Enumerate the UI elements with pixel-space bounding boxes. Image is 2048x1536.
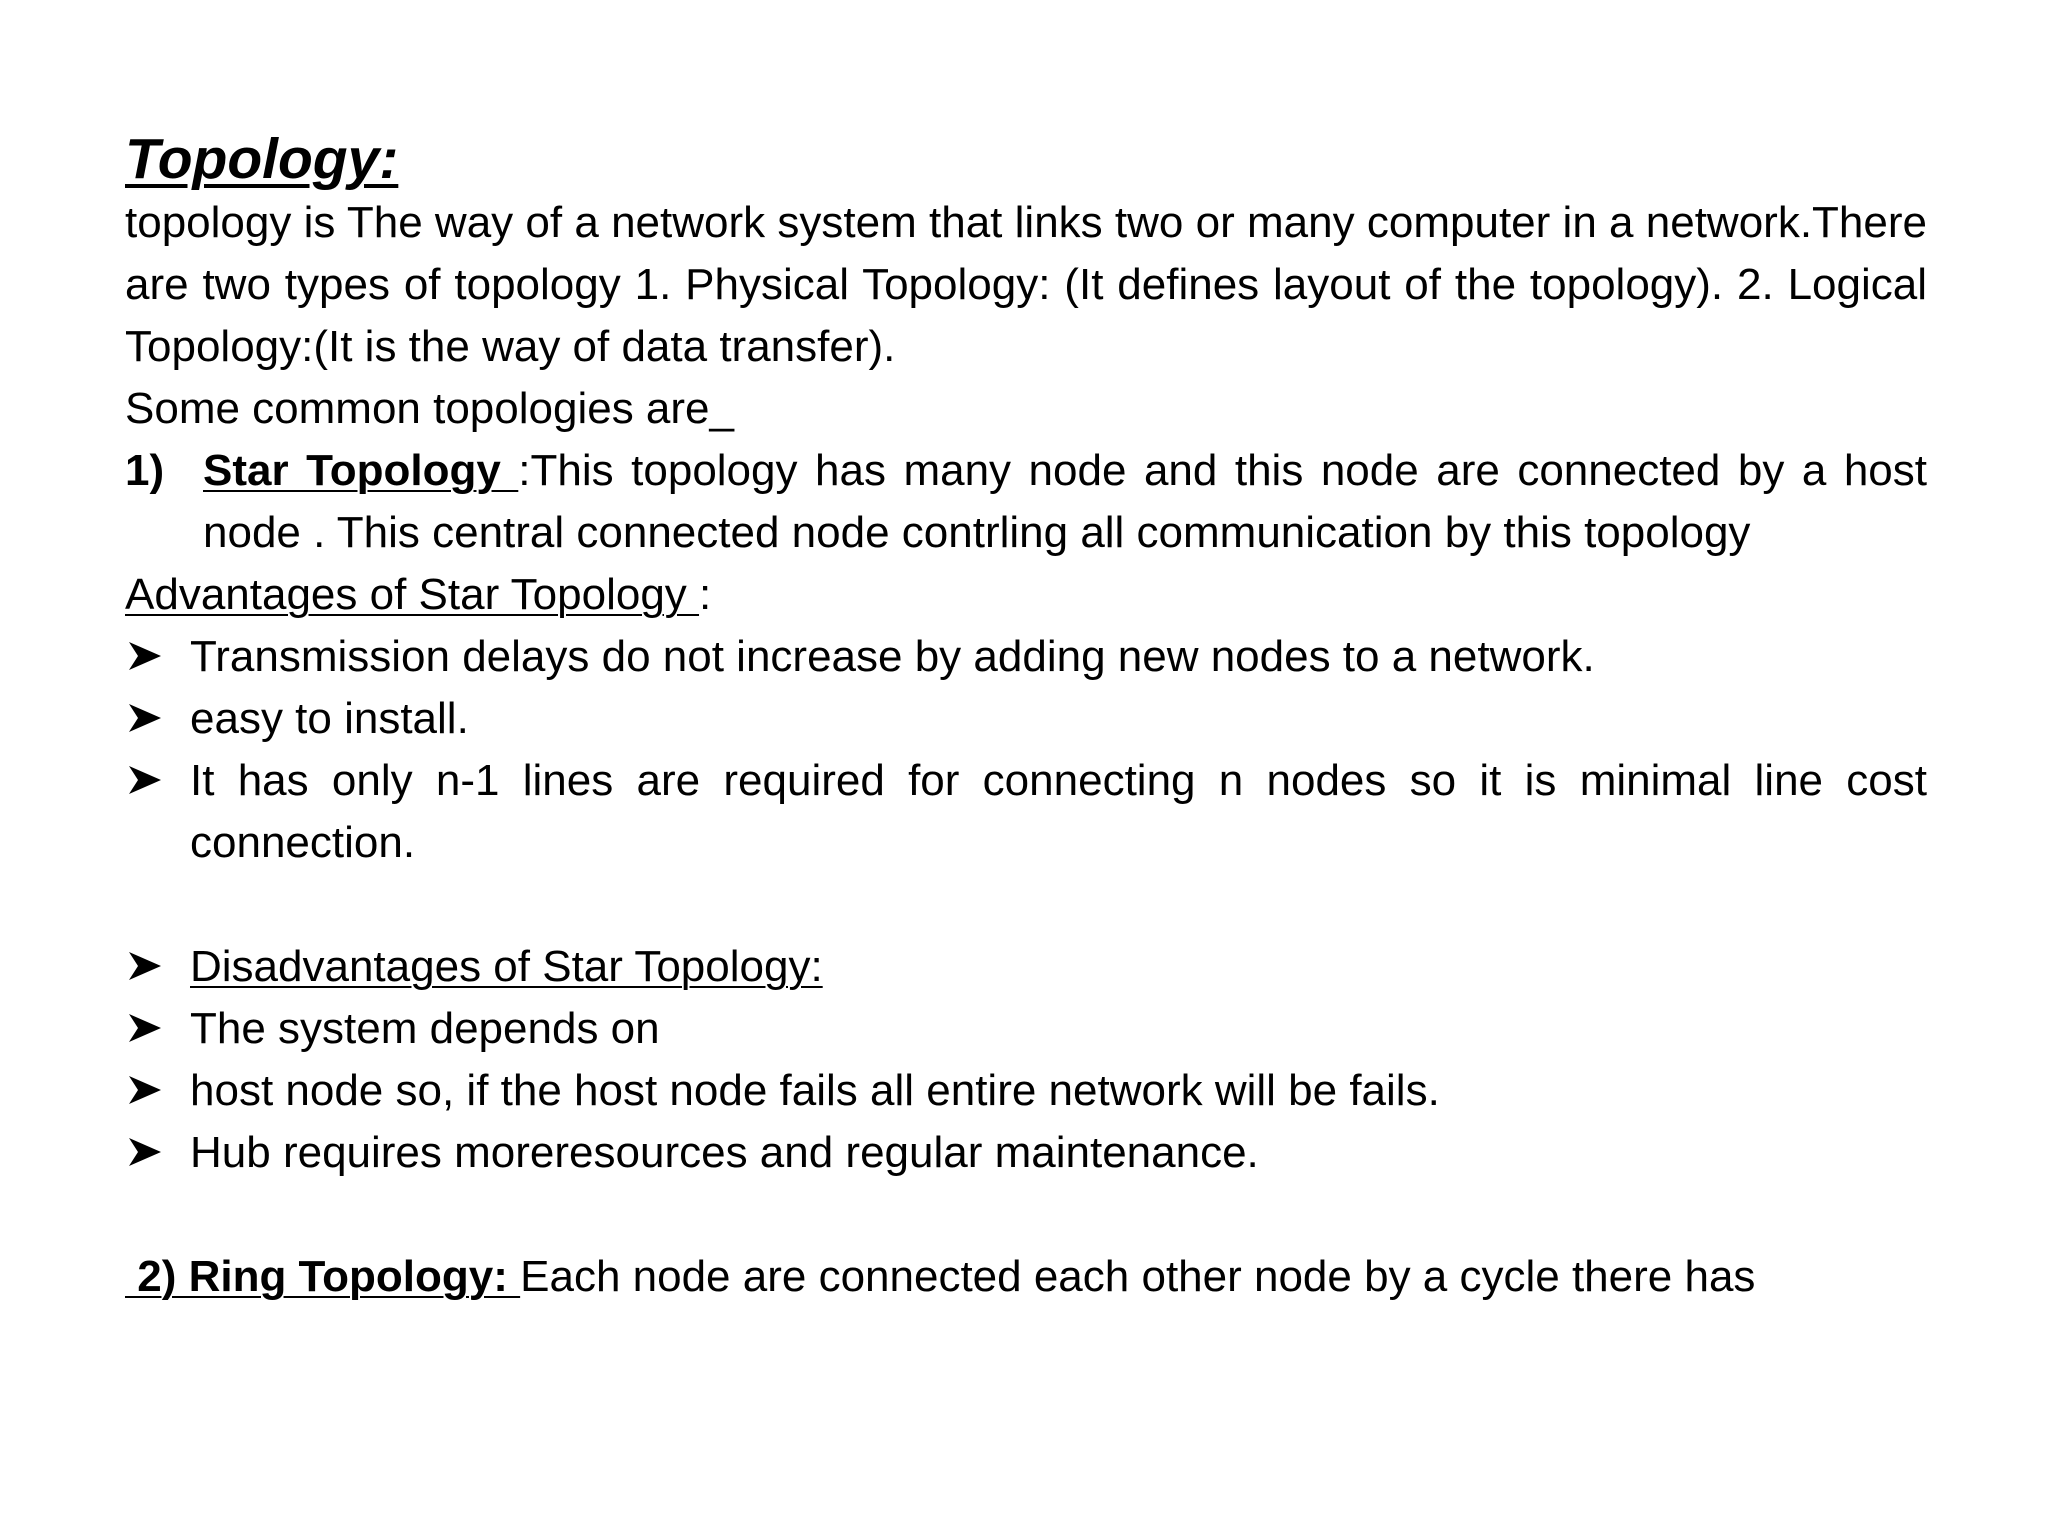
disadvantages-heading: Disadvantages of Star Topology: [190,942,823,991]
disadvantage-text: host node so, if the host node fails all entire network will be fails. [190,1066,1440,1115]
advantage-text: It has only n-1 lines are required for connecting n nodes so it is minimal line cost connection. [190,756,1927,867]
advantages-heading-colon: : [699,570,712,619]
disadvantage-text: Hub requires moreresources and regular maintenance. [190,1128,1259,1177]
arrow-bullet-icon [128,765,162,795]
advantages-heading: Advantages of Star Topology [125,570,700,619]
arrow-bullet-icon [128,1075,162,1105]
disadvantages-heading-item [125,936,1927,998]
spacer [125,874,1927,936]
ring-topology-line [125,1246,1927,1308]
advantage-item [125,750,1927,874]
slide-content [125,124,1927,1308]
advantage-text: easy to install. [190,694,469,743]
star-topology-item [125,440,1927,564]
disadvantage-text: The system depends on [190,1004,660,1053]
ring-topology-heading: 2) Ring Topology: [125,1252,521,1301]
advantage-item [125,688,1927,750]
star-topology-heading: Star Topology [203,446,519,495]
advantage-text: Transmission delays do not increase by adding new nodes to a network. [190,632,1595,681]
arrow-bullet-icon [128,1137,162,1167]
disadvantage-item [125,998,1927,1060]
page-title: Topology: [125,127,399,191]
advantages-heading-line [125,564,1927,626]
spacer [125,1184,1927,1246]
arrow-bullet-icon [128,1013,162,1043]
common-topologies-line: Some common topologies are_ [125,384,734,433]
disadvantage-item [125,1060,1927,1122]
disadvantage-item [125,1122,1927,1184]
intro-paragraph: topology is The way of a network system that links two or many computer in a network.There are two types of topology 1. Physical Topology: (It defines layout of the topology). 2. Logical Topology:(It is the way of data transfer). [125,198,1927,371]
arrow-bullet-icon [128,641,162,671]
arrow-bullet-icon [128,951,162,981]
ring-topology-text: Each node are connected each other node by a cycle there has [520,1252,1756,1301]
arrow-bullet-icon [128,703,162,733]
advantage-item [125,626,1927,688]
star-topology-text: :This topology has many node and this node are connected by a host node . This central connected node contrling all communication by this topology [203,446,1927,557]
star-topology-number: 1) [125,446,165,495]
